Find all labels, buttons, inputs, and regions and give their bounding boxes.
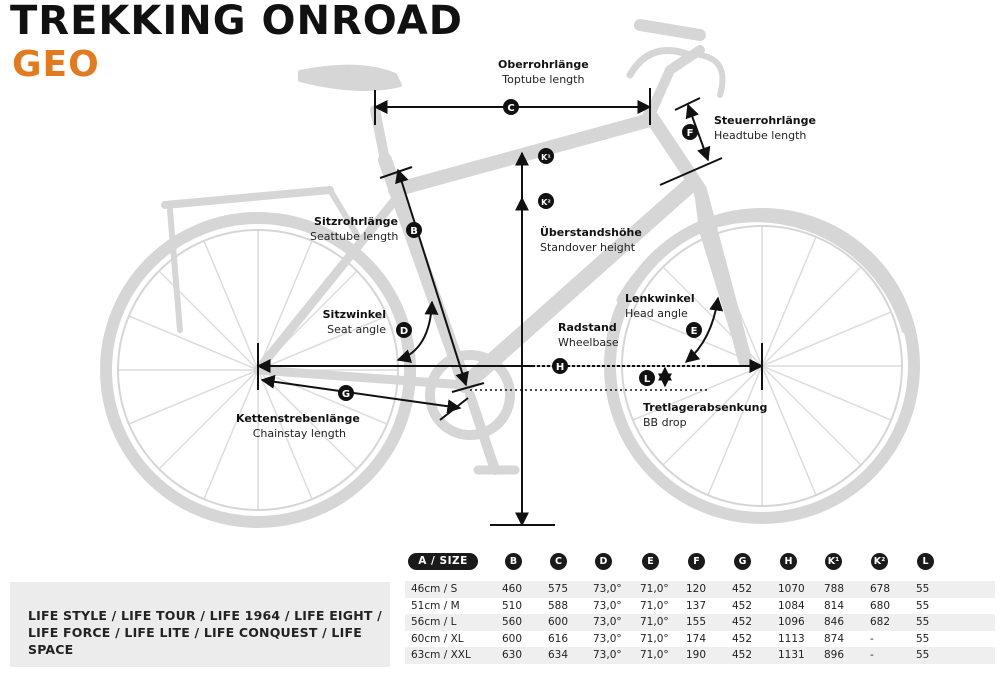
value-cell: 73,0° xyxy=(593,614,640,631)
svg-text:D: D xyxy=(399,326,409,337)
markers xyxy=(338,99,702,401)
geometry-table xyxy=(405,581,995,664)
col-header-l: L xyxy=(917,553,934,570)
page-subtitle: GEO xyxy=(12,44,100,85)
value-cell: 588 xyxy=(548,599,569,612)
value-cell: 73,0° xyxy=(593,581,640,598)
value-cell: 600 xyxy=(502,632,523,645)
value-cell: 71,0° xyxy=(640,581,686,598)
svg-text:F: F xyxy=(686,128,694,139)
label-headtube: Steuerrohrlänge Headtube length xyxy=(714,114,816,142)
value-cell: 137 xyxy=(686,599,707,612)
table-row xyxy=(405,614,995,631)
col-header-g: G xyxy=(734,553,751,570)
size-cell: 46cm / S xyxy=(405,581,502,598)
value-cell: 788 xyxy=(824,581,870,598)
value-cell: 55 xyxy=(916,599,930,612)
table-row xyxy=(405,631,995,648)
label-headangle: Lenkwinkel Head angle xyxy=(625,292,695,320)
svg-text:B: B xyxy=(410,226,418,237)
value-cell: 73,0° xyxy=(593,599,622,612)
col-header-k1: K¹ xyxy=(825,553,842,570)
value-cell: 814 xyxy=(824,599,845,612)
table-row xyxy=(405,581,995,598)
col-header-e: E xyxy=(642,553,659,570)
label-standover: Überstandshöhe Standover height xyxy=(540,226,642,254)
value-cell: 680 xyxy=(870,599,891,612)
value-cell: 452 xyxy=(732,614,778,631)
value-cell: 452 xyxy=(732,581,778,598)
marker-h xyxy=(552,358,568,374)
value-cell: 71,0° xyxy=(640,599,669,612)
models-box xyxy=(10,582,390,667)
value-cell: 155 xyxy=(686,614,732,631)
value-cell: 71,0° xyxy=(640,647,686,664)
label-chainstay: Kettenstrebenlänge Chainstay length xyxy=(236,412,360,440)
value-cell: 55 xyxy=(916,632,930,645)
label-wheelbase: Radstand Wheelbase xyxy=(558,321,619,349)
table-row xyxy=(405,598,995,615)
value-cell: 600 xyxy=(548,614,593,631)
value-cell: 1084 xyxy=(778,599,805,612)
col-header-d: D xyxy=(595,553,612,570)
label-seatangle: Sitzwinkel Seat angle xyxy=(322,308,386,336)
marker-b xyxy=(406,222,422,238)
size-cell: 51cm / M xyxy=(411,599,460,612)
marker-c xyxy=(503,99,519,115)
value-cell: 560 xyxy=(502,614,548,631)
label-toptube: Oberrohrlänge Toptube length xyxy=(498,58,589,86)
value-cell: 510 xyxy=(502,599,523,612)
value-cell: 682 xyxy=(870,614,916,631)
svg-text:K²: K² xyxy=(541,198,551,207)
marker-f xyxy=(682,124,698,140)
size-cell: 56cm / L xyxy=(405,614,502,631)
value-cell: 1070 xyxy=(778,581,824,598)
col-header-c: C xyxy=(550,553,567,570)
page-title: TREKKING ONROAD xyxy=(10,0,463,44)
size-cell: 60cm / XL xyxy=(411,632,464,645)
table-row xyxy=(405,647,995,664)
value-cell: 190 xyxy=(686,647,732,664)
value-cell: 460 xyxy=(502,581,548,598)
value-cell: 896 xyxy=(824,647,870,664)
value-cell: 678 xyxy=(870,581,916,598)
size-cell: 63cm / XXL xyxy=(405,647,502,664)
value-cell: 630 xyxy=(502,647,548,664)
marker-l xyxy=(639,370,655,386)
marker-k1 xyxy=(538,148,554,164)
svg-text:K¹: K¹ xyxy=(541,153,551,162)
value-cell: 71,0° xyxy=(640,614,686,631)
value-cell: 634 xyxy=(548,647,593,664)
size-column-header: A / SIZE xyxy=(408,553,478,570)
value-cell: 55 xyxy=(916,581,995,598)
value-cell: 616 xyxy=(548,632,569,645)
value-cell: 575 xyxy=(548,581,593,598)
value-cell: 1113 xyxy=(778,632,805,645)
value-cell: 452 xyxy=(732,632,753,645)
value-cell: 73,0° xyxy=(593,647,640,664)
svg-text:H: H xyxy=(555,362,565,373)
value-cell: 1131 xyxy=(778,647,824,664)
col-header-f: F xyxy=(688,553,705,570)
marker-g xyxy=(338,385,354,401)
value-cell: 452 xyxy=(732,599,753,612)
value-cell: - xyxy=(870,647,916,664)
models-list: LIFE STYLE / LIFE TOUR / LIFE 1964 / LIFE EIGHT / LIFE FORCE / LIFE LITE / LIFE CONQUEST / LIFE SPACE xyxy=(28,608,382,657)
marker-d xyxy=(396,322,412,338)
label-bbdrop: Tretlagerabsenkung BB drop xyxy=(643,401,768,429)
value-cell: 874 xyxy=(824,632,845,645)
value-cell: 55 xyxy=(916,614,995,631)
value-cell: 55 xyxy=(916,647,995,664)
svg-text:E: E xyxy=(690,326,698,337)
value-cell: 174 xyxy=(686,632,707,645)
svg-text:L: L xyxy=(643,374,651,385)
value-cell: 120 xyxy=(686,581,732,598)
value-cell: 73,0° xyxy=(593,632,622,645)
value-cell: 1096 xyxy=(778,614,824,631)
value-cell: 846 xyxy=(824,614,870,631)
marker-k2 xyxy=(538,193,554,209)
col-header-h: H xyxy=(780,553,797,570)
svg-text:C: C xyxy=(507,103,515,114)
value-cell: - xyxy=(870,632,874,645)
col-header-b: B xyxy=(505,553,522,570)
value-cell: 71,0° xyxy=(640,632,669,645)
table-header xyxy=(400,553,995,571)
svg-text:G: G xyxy=(341,389,351,400)
col-header-k2: K² xyxy=(871,553,888,570)
marker-e xyxy=(686,322,702,338)
label-seattube: Sitzrohrlänge Seattube length xyxy=(310,215,399,243)
value-cell: 452 xyxy=(732,647,778,664)
